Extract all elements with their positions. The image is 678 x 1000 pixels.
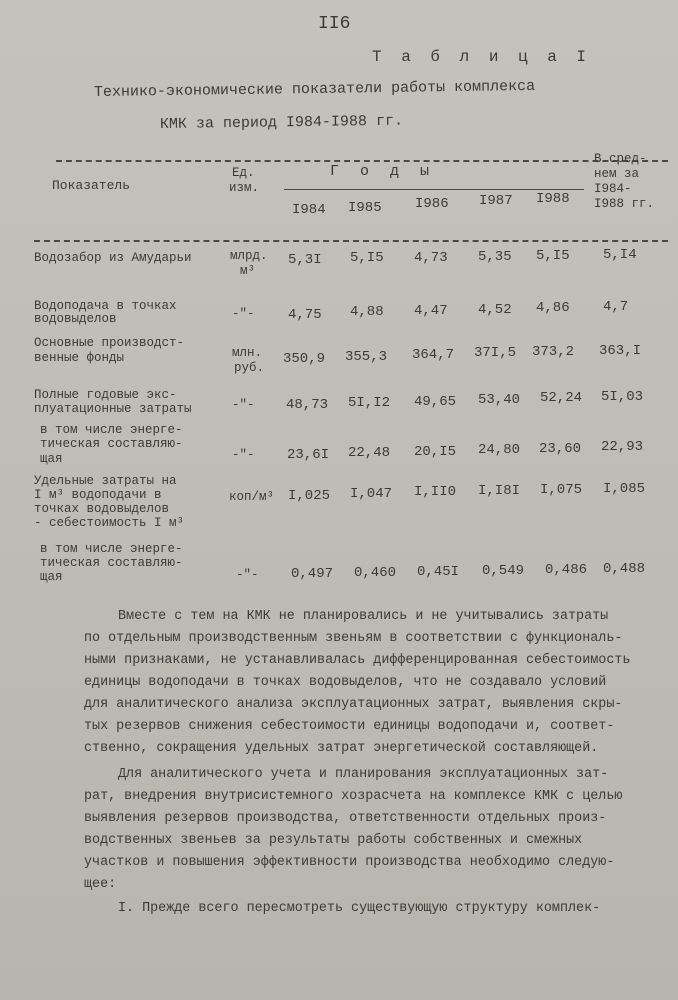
row-6-value-1987: I,I8I bbox=[478, 483, 521, 499]
paragraph-3-line-1: I. Прежде всего пересмотреть существующую структуру комплек- bbox=[118, 901, 601, 916]
header-average-line-4: I988 гг. bbox=[594, 197, 655, 211]
row-3-value-1987: 37I,5 bbox=[474, 345, 517, 361]
row-2-value-average: 4,7 bbox=[603, 299, 629, 315]
row-1-value-1986: 4,73 bbox=[414, 250, 448, 266]
row-7-label-line-3: щая bbox=[40, 570, 63, 584]
paragraph-1-line-3: ными признаками, не устанавливалась дифференцированная себестоимость bbox=[84, 653, 631, 668]
row-2-value-1988: 4,86 bbox=[536, 300, 570, 316]
row-6-value-1985: I,047 bbox=[350, 486, 393, 502]
row-5-value-1985: 22,48 bbox=[348, 445, 391, 461]
row-4-value-1985: 5I,I2 bbox=[348, 395, 391, 411]
year-1988: I988 bbox=[536, 191, 570, 207]
row-4-value-average: 5I,03 bbox=[601, 389, 644, 405]
row-4-value-1988: 52,24 bbox=[540, 390, 583, 406]
paragraph-2-line-4: водственных звеньев за результаты работы собственных и смежных bbox=[84, 833, 583, 848]
row-5-unit: -"- bbox=[232, 448, 255, 462]
row-3-value-1986: 364,7 bbox=[412, 347, 455, 363]
year-1985: I985 bbox=[348, 200, 382, 216]
row-5-value-1986: 20,I5 bbox=[414, 444, 457, 460]
row-7-value-1984: 0,497 bbox=[291, 566, 334, 582]
row-1-value-1987: 5,35 bbox=[478, 249, 512, 265]
header-unit-line-2: изм. bbox=[229, 181, 260, 195]
header-average-line-2: нем за bbox=[594, 167, 640, 181]
paragraph-1-line-1: Вместе с тем на КМК не планировались и не учитывались затраты bbox=[118, 609, 609, 624]
paragraph-2-line-5: участков и повышения эффективности производства необходимо следую- bbox=[84, 855, 615, 870]
row-6-value-1988: I,075 bbox=[540, 482, 583, 498]
row-2-value-1985: 4,88 bbox=[350, 304, 384, 320]
row-6-value-1986: I,II0 bbox=[414, 484, 457, 500]
year-1984: I984 bbox=[292, 202, 326, 218]
row-2-unit: -"- bbox=[232, 307, 255, 321]
row-3-unit: млн. bbox=[232, 346, 263, 360]
paragraph-1-line-7: ственно, сокращения удельных затрат энергетической составляющей. bbox=[84, 741, 599, 756]
page-number: II6 bbox=[318, 14, 351, 34]
row-5-value-1988: 23,60 bbox=[539, 441, 582, 457]
row-1-value-1985: 5,I5 bbox=[350, 250, 384, 266]
row-1-unit-2: м³ bbox=[240, 264, 256, 278]
row-3-label-line-2: венные фонды bbox=[34, 351, 125, 365]
row-6-label-line-3: точках водовыделов bbox=[34, 502, 170, 516]
row-3-unit-2: руб. bbox=[234, 361, 265, 375]
row-4-label-line-1: Полные годовые экс- bbox=[34, 388, 177, 402]
row-3-value-1984: 350,9 bbox=[283, 351, 326, 367]
row-3-value-average: 363,I bbox=[599, 343, 642, 359]
paragraph-1-line-5: для аналитического анализа эксплуатационных затрат, выявления скры- bbox=[84, 697, 623, 712]
row-7-value-1986: 0,45I bbox=[417, 564, 460, 580]
row-1-value-1988: 5,I5 bbox=[536, 248, 570, 264]
row-4-label-line-2: плуатационные затраты bbox=[34, 402, 192, 416]
row-5-label-line-3: щая bbox=[40, 452, 63, 466]
row-6-label-line-4: - себестоимость I м³ bbox=[34, 516, 185, 530]
row-5-value-1987: 24,80 bbox=[478, 442, 521, 458]
row-7-value-1988: 0,486 bbox=[545, 562, 588, 578]
header-top-rule bbox=[56, 160, 668, 162]
row-2-label-line-1: Водоподача в точках bbox=[34, 299, 177, 313]
row-7-value-average: 0,488 bbox=[603, 561, 646, 577]
row-4-unit: -"- bbox=[232, 398, 255, 412]
row-7-value-1987: 0,549 bbox=[482, 563, 525, 579]
year-1987: I987 bbox=[479, 193, 513, 209]
row-3-value-1985: 355,3 bbox=[345, 349, 388, 365]
row-6-unit: коп/м³ bbox=[229, 490, 275, 504]
header-indicator: Показатель bbox=[52, 178, 131, 193]
paragraph-1-line-2: по отдельным производственным звеньям в соответствии с функциональ- bbox=[84, 631, 623, 646]
row-7-label-line-2: тическая составляю- bbox=[40, 556, 183, 570]
row-1-label: Водозабор из Амударьи bbox=[34, 251, 192, 265]
row-7-value-1985: 0,460 bbox=[354, 565, 397, 581]
header-unit-line-1: Ед. bbox=[232, 166, 255, 180]
row-1-unit: млрд. bbox=[230, 249, 268, 263]
row-3-value-1988: 373,2 bbox=[532, 344, 575, 360]
paragraph-2-line-1: Для аналитического учета и планирования эксплуатационных зат- bbox=[118, 767, 609, 782]
row-7-unit: -"- bbox=[236, 568, 259, 582]
paragraph-1-line-6: тых резервов снижения себестоимости единицы водоподачи и, соответ- bbox=[84, 719, 615, 734]
row-6-label-line-1: Удельные затраты на bbox=[34, 474, 177, 488]
paragraph-2-line-6: щее: bbox=[84, 877, 117, 892]
table-title-line-1: Технико-экономические показатели работы комплекса bbox=[93, 77, 536, 101]
row-4-value-1986: 49,65 bbox=[414, 394, 457, 410]
row-6-value-average: I,085 bbox=[603, 481, 646, 497]
row-5-label-line-2: тическая составляю- bbox=[40, 437, 183, 451]
table-caption: Т а б л и ц а I bbox=[372, 48, 592, 66]
row-5-label-line-1: в том числе энерге- bbox=[40, 423, 183, 437]
header-years-label: Г о д ы bbox=[330, 163, 436, 180]
years-underline bbox=[284, 189, 584, 190]
paragraph-2-line-3: выявления резервов производства, ответственности отдельных произ- bbox=[84, 811, 607, 826]
table-title-line-2: КМК за период I984-I988 гг. bbox=[159, 112, 404, 133]
paragraph-1-line-4: единицы водоподачи в точках водовыделов, что не создавало условий bbox=[84, 675, 607, 690]
row-6-value-1984: I,025 bbox=[288, 488, 331, 504]
header-bottom-rule bbox=[34, 240, 668, 242]
row-2-label-line-2: водовыделов bbox=[34, 312, 117, 326]
row-3-label-line-1: Основные производст- bbox=[34, 336, 185, 350]
header-average-line-1: В сред- bbox=[594, 152, 647, 166]
header-average-line-3: I984- bbox=[594, 182, 632, 196]
row-2-value-1986: 4,47 bbox=[414, 303, 448, 319]
row-5-value-average: 22,93 bbox=[601, 439, 644, 455]
year-1986: I986 bbox=[415, 196, 449, 212]
row-6-label-line-2: I м³ водоподачи в bbox=[34, 488, 162, 502]
row-5-value-1984: 23,6I bbox=[287, 447, 330, 463]
row-4-value-1984: 48,73 bbox=[286, 397, 329, 413]
row-1-value-average: 5,I4 bbox=[603, 247, 637, 263]
row-2-value-1987: 4,52 bbox=[478, 302, 512, 318]
row-1-value-1984: 5,3I bbox=[288, 252, 322, 268]
row-2-value-1984: 4,75 bbox=[288, 307, 322, 323]
row-4-value-1987: 53,40 bbox=[478, 392, 521, 408]
row-7-label-line-1: в том числе энерге- bbox=[40, 542, 183, 556]
paragraph-2-line-2: рат, внедрения внутрисистемного хозрасчета на комплексе КМК с целью bbox=[84, 789, 623, 804]
